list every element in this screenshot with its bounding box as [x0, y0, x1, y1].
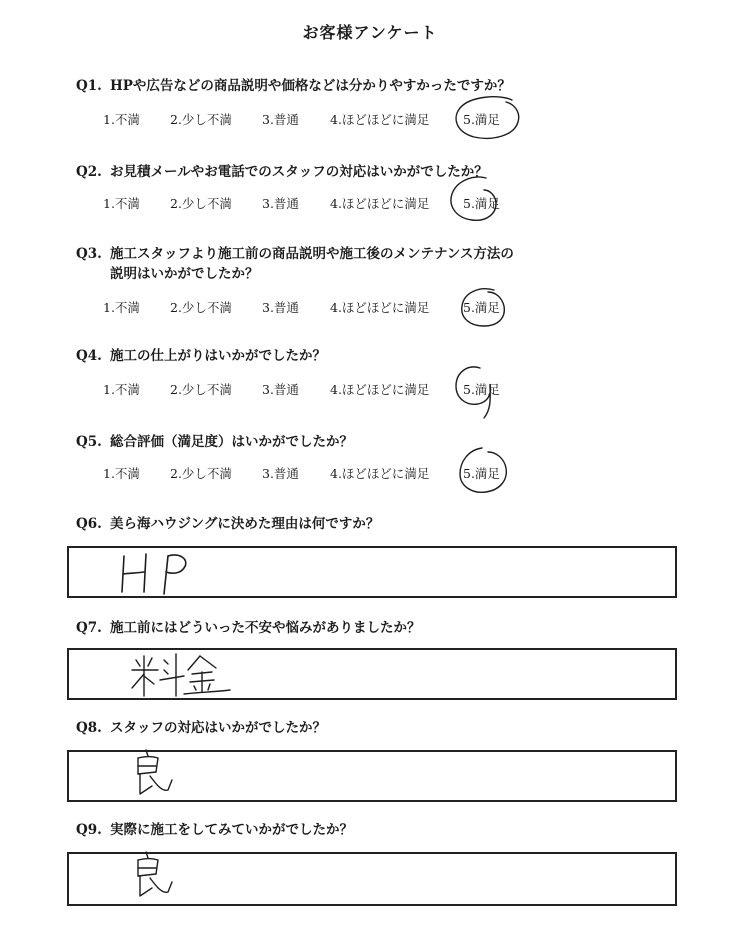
survey-title: お客様アンケート [302, 23, 438, 42]
question-1-text [76, 76, 511, 96]
question-label: 総合評価（満足度）はいかがでしたか？ [110, 434, 353, 450]
option-5[interactable]: 5.満足 [463, 382, 500, 397]
option-2[interactable]: 2.少し不満 [170, 196, 232, 211]
rating-options [0, 464, 740, 488]
question-label: 施工スタッフより施工前の商品説明や施工後のメンテナンス方法の [110, 246, 514, 262]
option-5[interactable]: 5.満足 [463, 196, 500, 211]
option-1[interactable]: 1.不満 [103, 196, 140, 211]
option-2[interactable]: 2.少し不満 [170, 466, 232, 481]
question-number: Q7. [76, 620, 102, 636]
option-4[interactable]: 4.ほどほどに満足 [330, 196, 430, 211]
question-label: 美ら海ハウジングに決めた理由は何ですか？ [110, 516, 380, 532]
option-1[interactable]: 1.不満 [103, 382, 140, 397]
option-5[interactable]: 5.満足 [463, 112, 500, 127]
question-label: 施工前にはどういった不安や悩みがありましたか？ [110, 620, 421, 636]
question-6-text [76, 514, 379, 534]
answer-box-q7[interactable] [67, 648, 677, 700]
answer-box-q8[interactable] [67, 750, 677, 802]
option-1[interactable]: 1.不満 [103, 466, 140, 481]
option-1[interactable]: 1.不満 [103, 300, 140, 315]
option-3[interactable]: 3.普通 [262, 466, 299, 481]
option-3[interactable]: 3.普通 [262, 300, 299, 315]
option-4[interactable]: 4.ほどほどに満足 [330, 382, 430, 397]
option-3[interactable]: 3.普通 [262, 112, 299, 127]
answer-box-q6[interactable] [67, 546, 677, 598]
question-label: スタッフの対応はいかがでしたか？ [110, 720, 326, 736]
question-4-text [76, 346, 326, 366]
question-label-continued: 説明はいかがでしたか？ [110, 266, 259, 282]
question-number: Q3. [76, 246, 102, 262]
option-4[interactable]: 4.ほどほどに満足 [330, 466, 430, 481]
rating-options [0, 194, 740, 218]
question-number: Q1. [76, 78, 102, 94]
question-number: Q4. [76, 348, 102, 364]
question-3-text [76, 244, 514, 284]
question-label: 実際に施工をしてみていかがでしたか？ [110, 822, 353, 838]
question-label: お見積メールやお電話でのスタッフの対応はいかがでしたか？ [110, 164, 488, 180]
question-number: Q8. [76, 720, 102, 736]
question-label: HPや広告などの商品説明や価格などは分かりやすかったですか？ [110, 78, 511, 94]
question-number: Q6. [76, 516, 102, 532]
option-3[interactable]: 3.普通 [262, 196, 299, 211]
rating-options [0, 110, 740, 134]
option-1[interactable]: 1.不満 [103, 112, 140, 127]
option-4[interactable]: 4.ほどほどに満足 [330, 300, 430, 315]
option-2[interactable]: 2.少し不満 [170, 112, 232, 127]
rating-options [0, 380, 740, 404]
question-5-text [76, 432, 353, 452]
option-2[interactable]: 2.少し不満 [170, 300, 232, 315]
option-5[interactable]: 5.満足 [463, 466, 500, 481]
question-8-text [76, 718, 326, 738]
rating-options [0, 298, 740, 322]
question-number: Q9. [76, 822, 102, 838]
question-number: Q5. [76, 434, 102, 450]
question-2-text [76, 162, 488, 182]
question-label: 施工の仕上がりはいかがでしたか？ [110, 348, 326, 364]
option-2[interactable]: 2.少し不満 [170, 382, 232, 397]
question-number: Q2. [76, 164, 102, 180]
option-5[interactable]: 5.満足 [463, 300, 500, 315]
question-9-text [76, 820, 353, 840]
question-7-text [76, 618, 421, 638]
option-4[interactable]: 4.ほどほどに満足 [330, 112, 430, 127]
option-3[interactable]: 3.普通 [262, 382, 299, 397]
answer-box-q9[interactable] [67, 852, 677, 906]
